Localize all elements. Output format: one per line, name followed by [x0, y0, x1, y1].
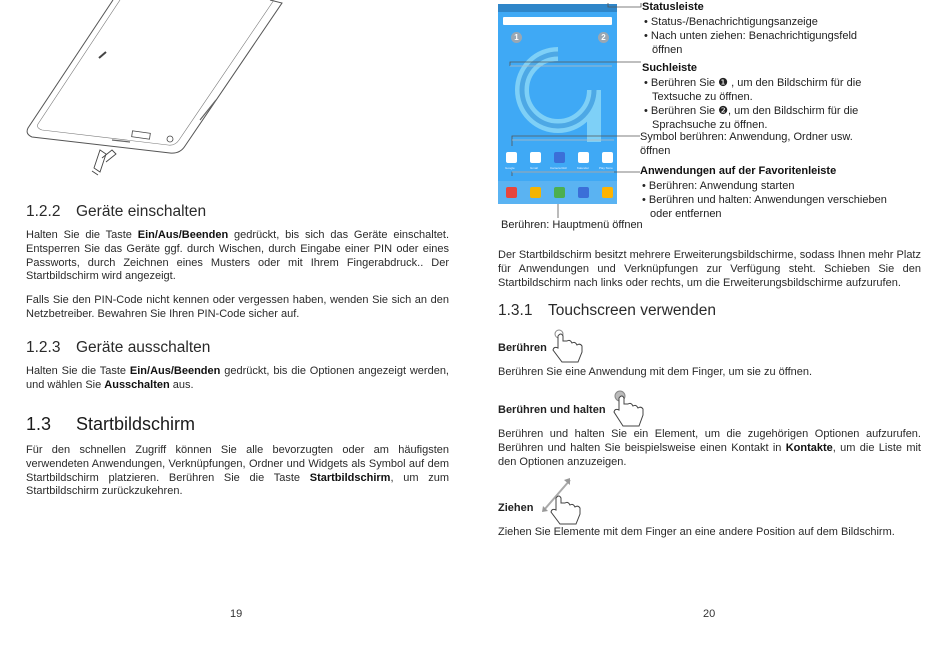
text-run: , um zum Startbildschirm zurückzukehren. — [26, 471, 449, 498]
paragraph-erweiterungsbildschirme — [498, 249, 921, 290]
text-run: Der Startbildschirm besitzt mehrere Erweiterungsbildschirme, sodass Ihnen mehr Platz für Anwendungen und Verknüpfungen zur Verfügung steht. Schieben Sie den Startbildschirm nach links oder rechts, um die Erweiterungsbildschirme aufzurufen. — [498, 249, 921, 289]
gesture-label-beruehren: Berühren — [498, 342, 547, 354]
section-title: Geräte einschalten — [76, 203, 207, 220]
callout-item: • Berühren Sie ❷, um den Bildschirm für die Sprachsuche zu öffnen. — [644, 105, 859, 131]
callout-item: • Berühren Sie ❶ , um den Bildschirm für die Textsuche zu öffnen. — [644, 77, 862, 103]
bold-term: Kontakte — [785, 441, 833, 454]
badge-1: 1 — [511, 32, 522, 43]
gesture-label-ziehen: Ziehen — [498, 502, 534, 514]
gesture-label-halten: Berühren und halten — [498, 404, 606, 416]
bold-term: Ein/Aus/Beenden — [129, 365, 221, 377]
text-run: Halten Sie die Taste — [26, 365, 130, 377]
bold-term: Startbildschirm — [309, 471, 391, 484]
tablet-illustration — [20, 0, 290, 180]
drag-gesture-icon — [540, 476, 586, 526]
section-number: 1.2.3 — [26, 339, 61, 356]
badge-2: 2 — [598, 32, 609, 43]
page-number: 19 — [230, 608, 243, 620]
tap-gesture-icon — [548, 326, 588, 366]
paragraph-startbildschirm — [26, 444, 449, 499]
tap-and-hold-gesture-icon — [610, 388, 650, 430]
paragraph-halten — [498, 428, 921, 469]
section-number: 1.2.2 — [26, 203, 61, 220]
section-number: 1.3 — [26, 414, 52, 434]
text-run: Berühren Sie eine Anwendung mit dem Finger, um sie zu öffnen. — [498, 366, 813, 378]
section-heading-122 — [26, 203, 206, 221]
callout-item: • Status-/Benachrichtigungsanzeige — [644, 16, 818, 28]
callout-list-statusleiste — [642, 15, 882, 57]
paragraph-pin-code — [26, 294, 449, 322]
paragraph-ziehen — [498, 526, 921, 540]
section-title: Touchscreen verwenden — [548, 302, 717, 319]
text-run: Für den schnellen Zugriff können Sie alle bevorzugten oder am häufigsten verwendeten Anwendungen, Verknüpfungen, Ordner und Widgets als Symbol auf dem Startbildschirm platzieren. Berühren Sie die Taste — [26, 444, 449, 484]
section-heading-131 — [498, 302, 716, 320]
paragraph-beruehren — [498, 366, 921, 380]
text-run: , um die Liste mit den Optionen anzuzeigen. — [498, 441, 921, 468]
callout-lines — [498, 0, 658, 225]
text-run: gedrückt, bis sich das Geräte einschaltet. Entsperren Sie das Geräte ggf. durch Wischen, durch Eingabe einer PIN oder eines Passworts, durch Zeichnen eines Musters oder mit Ihrem Fingerabdruck.. Der Startbildschirm wird angezeigt. — [26, 229, 449, 283]
section-heading-13 — [26, 414, 195, 435]
bold-term: Ein/Aus/Beenden — [137, 229, 229, 241]
callout-list-favoriten — [640, 179, 900, 221]
callout-title-statusleiste: Statusleiste — [642, 1, 704, 13]
section-number: 1.3.1 — [498, 302, 533, 319]
app-label: Camera Roll — [550, 166, 567, 170]
text-run: Halten Sie die Taste — [26, 229, 138, 241]
callout-item: • Berühren und halten: Anwendungen verschieben oder entfernen — [642, 194, 887, 220]
app-label: Kalender — [577, 166, 590, 170]
callout-item: • Berühren: Anwendung starten — [642, 180, 795, 192]
bold-term: Ausschalten — [104, 378, 170, 391]
text-run: Falls Sie den PIN-Code nicht kennen oder vergessen haben, wenden Sie sich an den Netzbetreiber. Bewahren Sie Ihren PIN-Code sicher auf. — [26, 294, 449, 320]
paragraph-einschalten — [26, 229, 449, 284]
text-run: Berühren und halten Sie ein Element, um die zugehörigen Optionen aufzurufen. Berühren und halten Sie beispielsweise einen Kontakt in — [498, 428, 921, 454]
paragraph-ausschalten — [26, 365, 449, 393]
section-heading-123 — [26, 339, 210, 357]
text-run: aus. — [169, 378, 194, 391]
callout-list-suchleiste — [642, 76, 882, 132]
callout-symbol: Symbol berühren: Anwendung, Ordner usw. öffnen — [640, 131, 853, 157]
app-label: Google — [505, 166, 515, 170]
app-label: Play Store — [599, 166, 613, 170]
text-run: Ziehen Sie Elemente mit dem Finger an eine andere Position auf dem Bildschirm. — [498, 526, 895, 538]
app-label: Gmail — [530, 166, 538, 170]
page-number: 20 — [703, 608, 716, 620]
callout-item: • Nach unten ziehen: Benachrichtigungsfeld öffnen — [644, 30, 858, 56]
section-title: Startbildschirm — [76, 414, 196, 434]
section-title: Geräte ausschalten — [76, 339, 211, 356]
text-run: gedrückt, bis die Optionen angezeigt werden, und wählen Sie — [26, 365, 449, 391]
callout-title-favoriten: Anwendungen auf der Favoritenleiste — [640, 165, 837, 177]
callout-hauptmenu: Berühren: Hauptmenü öffnen — [501, 219, 643, 231]
callout-title-suchleiste: Suchleiste — [642, 62, 698, 74]
